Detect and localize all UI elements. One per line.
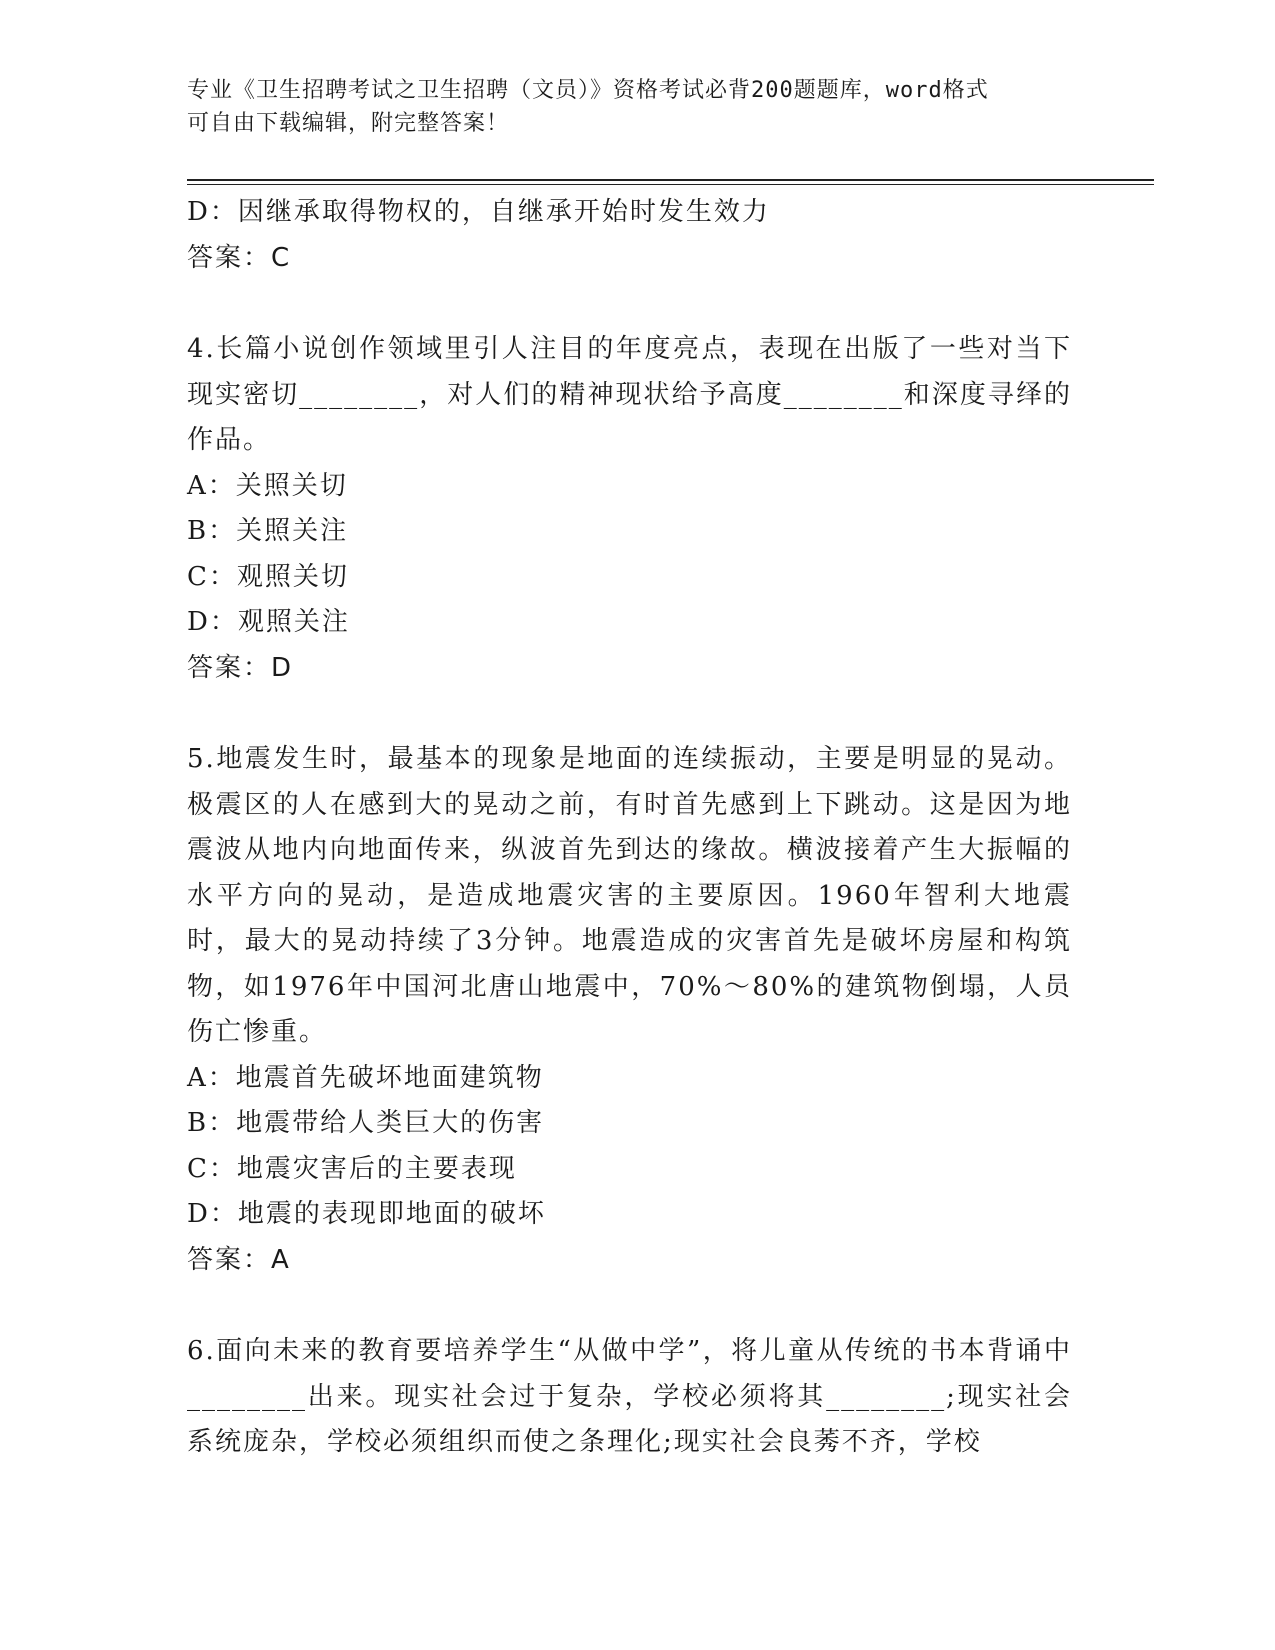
- q4-option-c: C：观照关切: [187, 561, 349, 592]
- header-divider-thick: [187, 179, 1154, 181]
- q4-answer: 答案：D: [187, 652, 294, 683]
- q5-option-d: D：地震的表现即地面的破坏: [187, 1199, 546, 1229]
- q3-option-d: D：因继承取得物权的，自继承开始时发生效力: [187, 197, 770, 227]
- header-divider-thin: [187, 184, 1154, 185]
- spacer: [187, 1283, 1072, 1329]
- header-title-line1: 专业《卫生招聘考试之卫生招聘（文员）》资格考试必背200题题库，word格式: [187, 78, 989, 103]
- q3-answer: 答案：C: [187, 242, 292, 273]
- question-content: [187, 190, 1072, 1466]
- q5-answer: 答案：A: [187, 1244, 291, 1275]
- spacer: [187, 691, 1072, 737]
- q6-stem: 6.面向未来的教育要培养学生“从做中学”，将儿童从传统的书本背诵中________出来。现实社会过于复杂，学校必须将其________;现实社会系统庞杂，学校必须组织而使之条理化;现实社会良莠不齐，学校: [187, 1336, 1072, 1457]
- q5-option-a: A：地震首先破坏地面建筑物: [187, 1062, 544, 1093]
- header-title-line2: 可自由下载编辑，附完整答案！: [187, 111, 510, 136]
- q4-option-b: B：关照关注: [187, 516, 349, 546]
- spacer: [187, 281, 1072, 327]
- document-header: [187, 74, 1067, 140]
- q4-option-d: D：观照关注: [187, 607, 350, 637]
- q4-stem: 4.长篇小说创作领域里引人注目的年度亮点，表现在出版了一些对当下现实密切________，对人们的精神现状给予高度________和深度寻绎的作品。: [187, 334, 1072, 455]
- q5-option-c: C：地震灾害后的主要表现: [187, 1153, 517, 1184]
- q5-stem: 5.地震发生时，最基本的现象是地面的连续振动，主要是明显的晃动。极震区的人在感到大的晃动之前，有时首先感到上下跳动。这是因为地震波从地内向地面传来，纵波首先到达的缘故。横波接着产生大振幅的水平方向的晃动，是造成地震灾害的主要原因。1960年智利大地震时，最大的晃动持续了3分钟。地震造成的灾害首先是破坏房屋和构筑物，如1976年中国河北唐山地震中，70%～80%的建筑物倒塌，人员伤亡惨重。: [187, 744, 1072, 1047]
- q5-option-b: B：地震带给人类巨大的伤害: [187, 1108, 545, 1138]
- q4-option-a: A：关照关切: [187, 470, 348, 501]
